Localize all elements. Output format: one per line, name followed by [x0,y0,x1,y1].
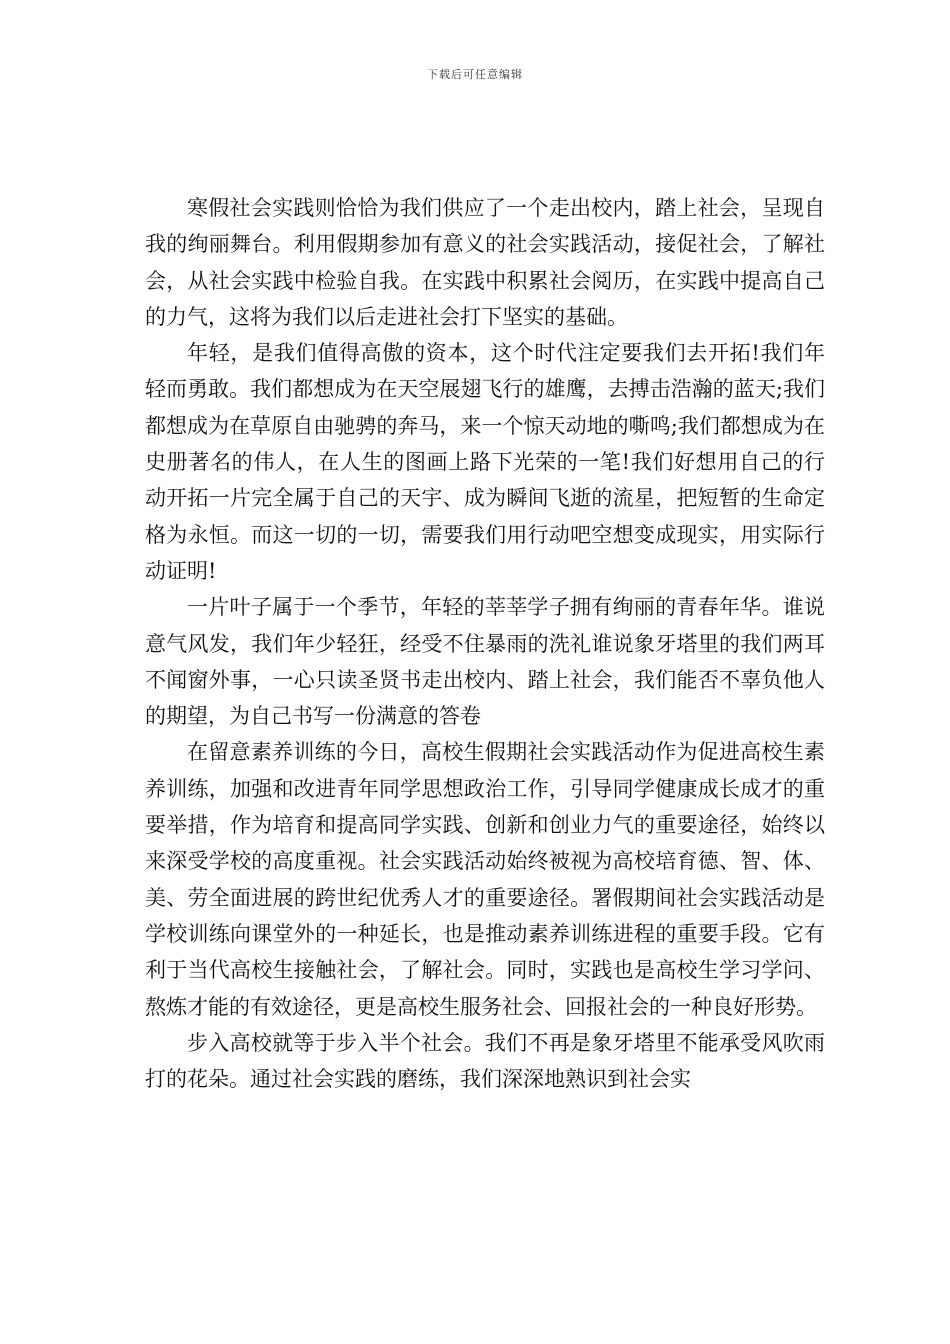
paragraph: 步入高校就等于步入半个社会。我们不再是象牙塔里不能承受风吹雨打的花朵。通过社会实践的磨练，我们深深地熟识到社会实 [145,1030,825,1092]
paragraph: 年轻，是我们值得高傲的资本，这个时代注定要我们去开拓!我们年轻而勇敢。我们都想成为在天空展翅飞行的雄鹰，去搏击浩瀚的蓝天;我们都想成为在草原自由驰骋的奔马，来一个惊天动地的嘶鸣;我们都想成为在史册著名的伟人，在人生的图画上路下光荣的一笔!我们好想用自己的行动开拓一片完全属于自己的天宇、成为瞬间飞逝的流星，把短暂的生命定格为永恒。而这一切的一切，需要我们用行动吧空想变成现实，用实际行动证明! [145,341,825,583]
paragraph: 在留意素养训练的今日，高校生假期社会实践活动作为促进高校生素养训练，加强和改进青年同学思想政治工作，引导同学健康成长成才的重要举措，作为培育和提高同学实践、创新和创业力气的重要途径，始终以来深受学校的高度重视。社会实践活动始终被视为高校培育德、智、体、美、劳全面进展的跨世纪优秀人才的重要途径。署假期间社会实践活动是学校训练向课堂外的一种延长，也是推动素养训练进程的重要手段。它有利于当代高校生接触社会，了解社会。同时，实践也是高校生学习学问、熬炼才能的有效途径，更是高校生服务社会、回报社会的一种良好形势。 [145,740,825,1019]
paragraph: 一片叶子属于一个季节，年轻的莘莘学子拥有绚丽的青春年华。谁说意气风发，我们年少轻狂，经受不住暴雨的洗礼谁说象牙塔里的我们两耳不闻窗外事，一心只读圣贤书走出校内、踏上社会，我们能否不辜负他人的期望，为自己书写一份满意的答卷 [145,595,825,729]
page-header: 下载后可任意编辑 [427,68,523,81]
document-body [145,190,825,1097]
paragraph: 寒假社会实践则恰恰为我们供应了一个走出校内，踏上社会，呈现自我的绚丽舞台。利用假期参加有意义的社会实践活动，接促社会，了解社会，从社会实践中检验自我。在实践中积累社会阅历，在实践中提高自己的力气，这将为我们以后走进社会打下坚实的基础。 [145,196,825,329]
